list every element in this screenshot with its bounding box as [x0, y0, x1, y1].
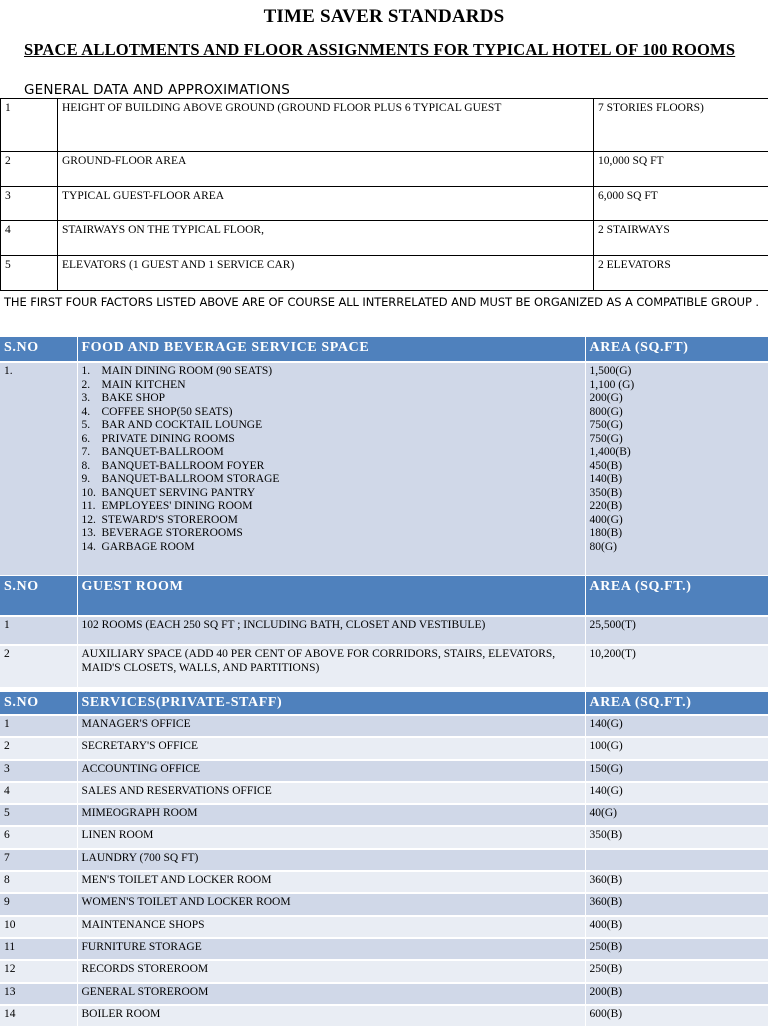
row-description: MEN'S TOILET AND LOCKER ROOM [77, 871, 585, 893]
table-row [0, 362, 768, 576]
food-item [82, 527, 581, 541]
food-item-area: 200(G) [590, 392, 765, 406]
food-beverage-table [0, 337, 768, 577]
guest-room-table [0, 576, 768, 689]
row-number: 1 [1, 99, 58, 152]
row-area [585, 849, 768, 871]
row-description: SECRETARY'S OFFICE [77, 737, 585, 759]
row-number: 11 [0, 938, 77, 960]
food-item-name: BANQUET-BALLROOM [102, 446, 224, 458]
row-description: MAINTENANCE SHOPS [77, 916, 585, 938]
row-number: 1 [0, 715, 77, 737]
table-header [0, 576, 768, 616]
food-item-name: COFFEE SHOP(50 SEATS) [102, 406, 233, 418]
table-row [0, 893, 768, 915]
general-data-table [0, 98, 768, 291]
table-row [0, 938, 768, 960]
food-item-area: 1,400(B) [590, 446, 765, 460]
food-item-number: 12. [82, 514, 102, 528]
row-area: 10,200(T) [585, 645, 768, 688]
food-item-name: BEVERAGE STOREROOMS [102, 527, 243, 539]
header-name: FOOD AND BEVERAGE SERVICE SPACE [77, 337, 585, 362]
food-item-number: 5. [82, 419, 102, 433]
food-item [82, 500, 581, 514]
food-item-area: 750(G) [590, 433, 765, 447]
food-item-area: 180(B) [590, 527, 765, 541]
header-area: AREA (SQ.FT.) [585, 576, 768, 616]
table-header [0, 692, 768, 715]
row-number: 2 [0, 737, 77, 759]
row-number: 4 [0, 782, 77, 804]
row-area: 360(B) [585, 871, 768, 893]
section-heading: GENERAL DATA AND APPROXIMATIONS [24, 82, 290, 98]
row-number: 13 [0, 983, 77, 1005]
row-number: 5 [0, 804, 77, 826]
header-sno: S.NO [0, 692, 77, 715]
food-item-number: 6. [82, 433, 102, 447]
row-number: 9 [0, 893, 77, 915]
food-item-area: 350(B) [590, 487, 765, 501]
food-item-number: 11. [82, 500, 102, 514]
row-number: 5 [1, 256, 58, 291]
row-description: MIMEOGRAPH ROOM [77, 804, 585, 826]
food-item-name: GARBAGE ROOM [102, 541, 195, 553]
table-row [0, 983, 768, 1005]
row-number: 4 [1, 221, 58, 256]
table-row [0, 782, 768, 804]
food-item [82, 473, 581, 487]
food-item-area: 1,500(G) [590, 365, 765, 379]
row-description: AUXILIARY SPACE (ADD 40 PER CENT OF ABOVE FOR CORRIDORS, STAIRS, ELEVATORS, MAID'S CLOSETS, WALLS, AND PARTITIONS) [77, 645, 585, 688]
table-row [1, 221, 768, 256]
row-area: 100(G) [585, 737, 768, 759]
row-number: 6 [0, 826, 77, 848]
row-value: 10,000 SQ FT [594, 152, 768, 187]
food-item-area: 80(G) [590, 541, 765, 555]
food-item-name: PRIVATE DINING ROOMS [102, 433, 235, 445]
food-item [82, 419, 581, 433]
food-item-area: 140(B) [590, 473, 765, 487]
food-item-area: 800(G) [590, 406, 765, 420]
table-row [1, 152, 768, 187]
table-row [1, 187, 768, 221]
note-text: THE FIRST FOUR FACTORS LISTED ABOVE ARE OF COURSE ALL INTERRELATED AND MUST BE ORGANIZED AS A COMPATIBLE GROUP . [4, 296, 764, 309]
row-value: 2 ELEVATORS [594, 256, 768, 291]
row-area: 600(B) [585, 1005, 768, 1027]
table-row [0, 960, 768, 982]
row-area: 360(B) [585, 893, 768, 915]
row-description: LAUNDRY (700 SQ FT) [77, 849, 585, 871]
food-item-number: 1. [82, 365, 102, 379]
food-item-number: 14. [82, 541, 102, 555]
row-number: 12 [0, 960, 77, 982]
food-item-area: 1,100 (G) [590, 379, 765, 393]
table-row [0, 715, 768, 737]
food-item-number: 9. [82, 473, 102, 487]
food-item-name: BANQUET-BALLROOM FOYER [102, 460, 265, 472]
row-description: ELEVATORS (1 GUEST AND 1 SERVICE CAR) [58, 256, 594, 291]
row-description: LINEN ROOM [77, 826, 585, 848]
food-item-name: BANQUET-BALLROOM STORAGE [102, 473, 280, 485]
food-item-name: MAIN DINING ROOM (90 SEATS) [102, 365, 273, 377]
row-description: TYPICAL GUEST-FLOOR AREA [58, 187, 594, 221]
row-number: 2 [0, 645, 77, 688]
table-row [0, 760, 768, 782]
food-item [82, 406, 581, 420]
row-description: 102 ROOMS (EACH 250 SQ FT ; INCLUDING BATH, CLOSET AND VESTIBULE) [77, 616, 585, 645]
row-number: 1. [0, 362, 77, 576]
table-row [0, 616, 768, 645]
row-description: RECORDS STOREROOM [77, 960, 585, 982]
food-item [82, 460, 581, 474]
row-description: HEIGHT OF BUILDING ABOVE GROUND (GROUND FLOOR PLUS 6 TYPICAL GUEST [58, 99, 594, 152]
table-row [0, 916, 768, 938]
row-area: 140(G) [585, 715, 768, 737]
food-item [82, 365, 581, 379]
row-area: 250(B) [585, 960, 768, 982]
row-number: 1 [0, 616, 77, 645]
row-description: SALES AND RESERVATIONS OFFICE [77, 782, 585, 804]
food-item-list [77, 362, 585, 576]
row-description: GENERAL STOREROOM [77, 983, 585, 1005]
food-item-area: 450(B) [590, 460, 765, 474]
header-name: GUEST ROOM [77, 576, 585, 616]
row-description: GROUND-FLOOR AREA [58, 152, 594, 187]
row-number: 7 [0, 849, 77, 871]
row-area: 400(B) [585, 916, 768, 938]
row-area: 150(G) [585, 760, 768, 782]
header-area: AREA (SQ.FT.) [585, 692, 768, 715]
food-item-number: 2. [82, 379, 102, 393]
food-item [82, 392, 581, 406]
row-number: 10 [0, 916, 77, 938]
food-item-number: 3. [82, 392, 102, 406]
row-value: 6,000 SQ FT [594, 187, 768, 221]
page-title: TIME SAVER STANDARDS [0, 6, 768, 28]
table-row [0, 737, 768, 759]
food-item [82, 541, 581, 555]
food-item [82, 433, 581, 447]
food-item [82, 514, 581, 528]
food-item-number: 4. [82, 406, 102, 420]
food-item-name: BAKE SHOP [102, 392, 166, 404]
header-sno: S.NO [0, 337, 77, 362]
table-row [0, 804, 768, 826]
food-item-number: 8. [82, 460, 102, 474]
food-item [82, 446, 581, 460]
row-area: 350(B) [585, 826, 768, 848]
food-item-area: 220(B) [590, 500, 765, 514]
row-area: 200(B) [585, 983, 768, 1005]
food-item-area: 750(G) [590, 419, 765, 433]
row-value: 2 STAIRWAYS [594, 221, 768, 256]
table-row [0, 849, 768, 871]
row-value: 7 STORIES FLOORS) [594, 99, 768, 152]
table-row [0, 826, 768, 848]
food-item-number: 13. [82, 527, 102, 541]
table-row [0, 645, 768, 688]
table-header [0, 337, 768, 362]
row-number: 14 [0, 1005, 77, 1027]
food-item [82, 379, 581, 393]
food-item-name: EMPLOYEES' DINING ROOM [102, 500, 253, 512]
food-item-name: BAR AND COCKTAIL LOUNGE [102, 419, 263, 431]
food-item-number: 10. [82, 487, 102, 501]
row-description: ACCOUNTING OFFICE [77, 760, 585, 782]
header-area: AREA (SQ.FT) [585, 337, 768, 362]
table-row [1, 256, 768, 291]
table-row [1, 99, 768, 152]
row-number: 2 [1, 152, 58, 187]
page-subtitle: SPACE ALLOTMENTS AND FLOOR ASSIGNMENTS FOR TYPICAL HOTEL OF 100 ROOMS [24, 40, 744, 59]
row-description: STAIRWAYS ON THE TYPICAL FLOOR, [58, 221, 594, 256]
food-area-list [585, 362, 768, 576]
table-row [0, 871, 768, 893]
row-description: FURNITURE STORAGE [77, 938, 585, 960]
row-area: 25,500(T) [585, 616, 768, 645]
row-area: 140(G) [585, 782, 768, 804]
food-item [82, 487, 581, 501]
header-sno: S.NO [0, 576, 77, 616]
row-number: 3 [0, 760, 77, 782]
food-item-name: MAIN KITCHEN [102, 379, 186, 391]
row-number: 8 [0, 871, 77, 893]
row-description: WOMEN'S TOILET AND LOCKER ROOM [77, 893, 585, 915]
food-item-name: STEWARD'S STOREROOM [102, 514, 238, 526]
food-item-number: 7. [82, 446, 102, 460]
row-area: 250(B) [585, 938, 768, 960]
row-area: 40(G) [585, 804, 768, 826]
row-description: BOILER ROOM [77, 1005, 585, 1027]
food-item-area: 400(G) [590, 514, 765, 528]
row-number: 3 [1, 187, 58, 221]
food-item-name: BANQUET SERVING PANTRY [102, 487, 256, 499]
row-description: MANAGER'S OFFICE [77, 715, 585, 737]
header-name: SERVICES(PRIVATE-STAFF) [77, 692, 585, 715]
services-table [0, 692, 768, 1028]
